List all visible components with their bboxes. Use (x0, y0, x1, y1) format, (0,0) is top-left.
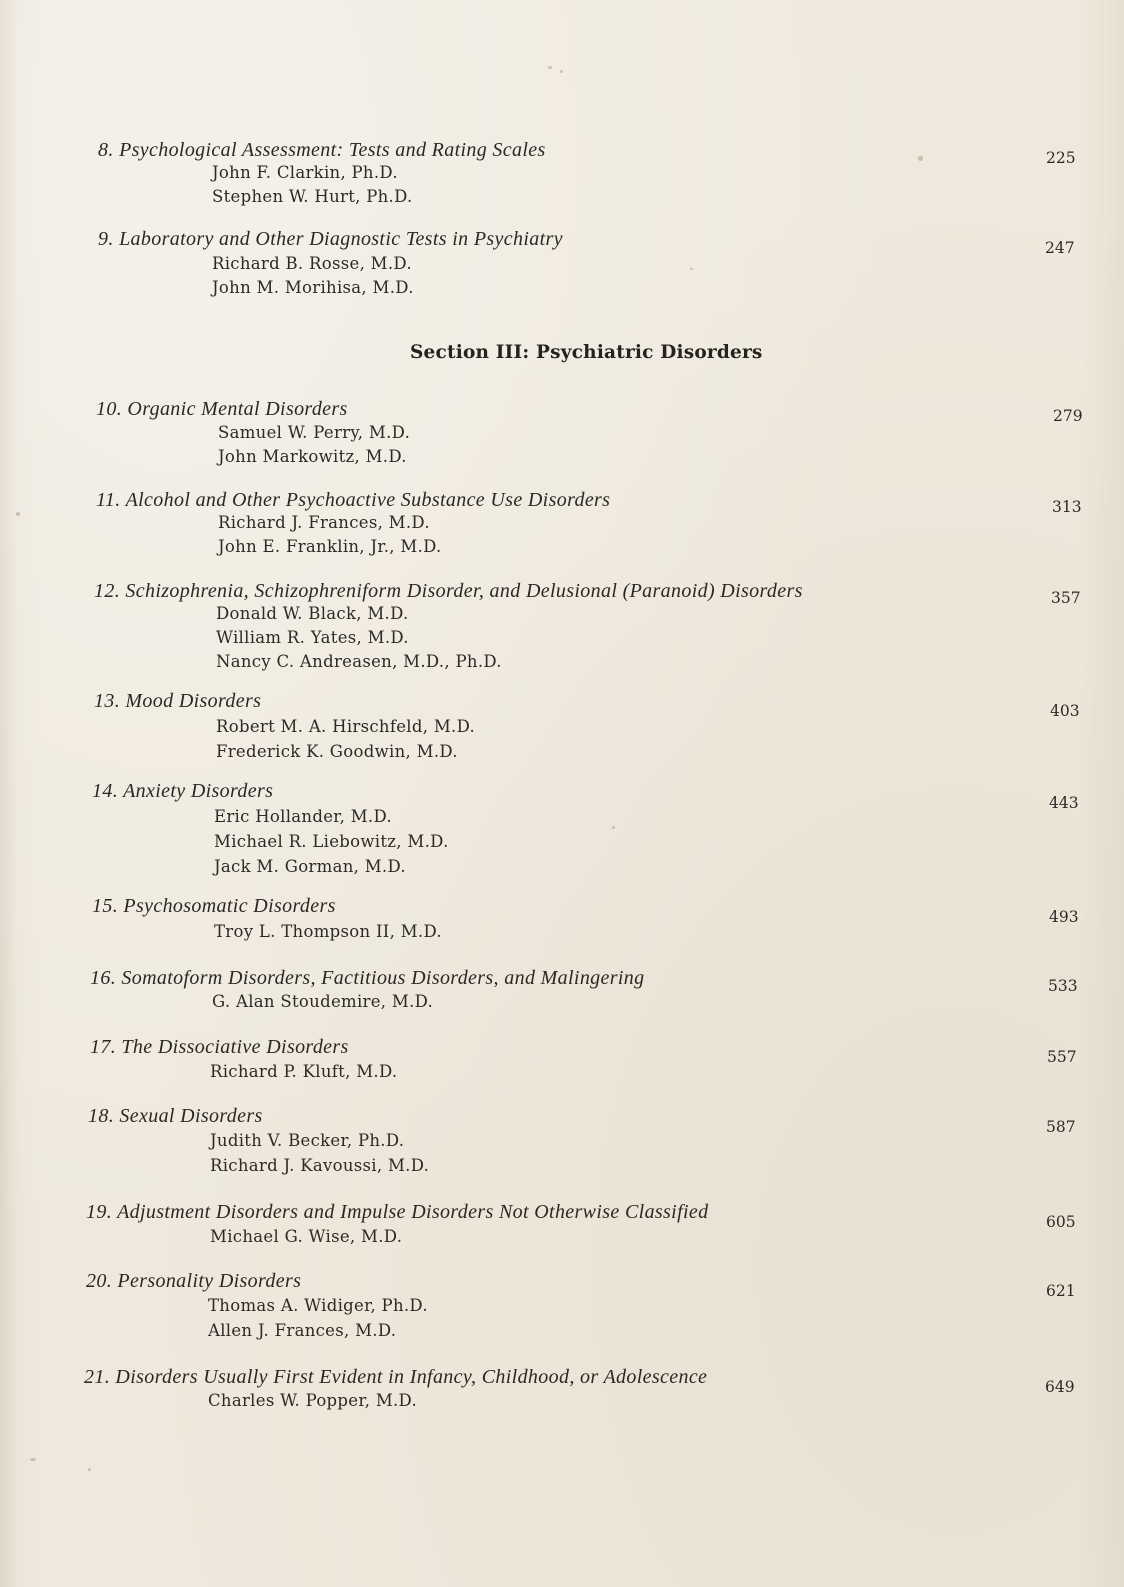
chapter-author: Troy L. Thompson II, M.D. (214, 922, 442, 941)
chapter-number: 17. (90, 1036, 117, 1058)
chapter-title: Psychological Assessment: Tests and Rating Scales (119, 139, 546, 161)
page-number: 621 (1046, 1282, 1076, 1300)
chapter-title: Organic Mental Disorders (127, 398, 348, 420)
chapter-author: Samuel W. Perry, M.D. (218, 423, 411, 442)
paper-speck (30, 1458, 36, 1461)
chapter-number: 16. (90, 967, 117, 989)
page-number: 247 (1045, 239, 1075, 257)
page-number: 587 (1046, 1118, 1076, 1136)
page-number: 649 (1045, 1378, 1075, 1396)
chapter-title-line (86, 1270, 301, 1292)
chapter-number: 9. (98, 228, 114, 250)
chapter-title-line (92, 780, 273, 802)
paper-speck (560, 70, 563, 73)
chapter-title-line (96, 489, 610, 511)
chapter-title: Anxiety Disorders (123, 780, 274, 802)
page-number: 279 (1053, 407, 1083, 425)
chapter-author: Richard J. Frances, M.D. (218, 513, 430, 532)
chapter-author: G. Alan Stoudemire, M.D. (212, 992, 434, 1011)
paper-speck (548, 66, 552, 69)
chapter-number: 11. (96, 489, 121, 511)
chapter-author: Stephen W. Hurt, Ph.D. (212, 187, 413, 206)
chapter-author: Charles W. Popper, M.D. (208, 1391, 418, 1410)
chapter-title-line (84, 1366, 707, 1388)
chapter-author: Allen J. Frances, M.D. (208, 1321, 397, 1340)
chapter-author: Michael R. Liebowitz, M.D. (214, 832, 449, 851)
chapter-author: Richard J. Kavoussi, M.D. (210, 1156, 430, 1175)
page-number: 443 (1049, 794, 1079, 812)
chapter-title: Psychosomatic Disorders (123, 895, 336, 917)
chapter-number: 15. (92, 895, 119, 917)
chapter-number: 20. (86, 1270, 113, 1292)
chapter-title-line (96, 398, 348, 420)
page-number: 557 (1047, 1048, 1077, 1066)
chapter-number: 10. (96, 398, 123, 420)
chapter-author: Eric Hollander, M.D. (214, 807, 392, 826)
page-number: 313 (1052, 498, 1082, 516)
chapter-number: 13. (94, 690, 121, 712)
chapter-author: John M. Morihisa, M.D. (212, 278, 414, 297)
chapter-title-line (88, 1105, 263, 1127)
chapter-title: Laboratory and Other Diagnostic Tests in Psychiatry (119, 228, 563, 250)
paper-speck (612, 826, 615, 829)
chapter-number: 18. (88, 1105, 115, 1127)
chapter-author: Nancy C. Andreasen, M.D., Ph.D. (216, 652, 502, 671)
chapter-title-line (92, 895, 336, 917)
chapter-title-line (98, 139, 546, 161)
chapter-author: Donald W. Black, M.D. (216, 604, 409, 623)
chapter-title: The Dissociative Disorders (121, 1036, 349, 1058)
chapter-title: Adjustment Disorders and Impulse Disorders Not Otherwise Classified (117, 1201, 709, 1223)
page-number: 493 (1049, 908, 1079, 926)
chapter-author: Thomas A. Widiger, Ph.D. (208, 1296, 428, 1315)
chapter-title-line (86, 1201, 708, 1223)
chapter-author: John F. Clarkin, Ph.D. (212, 163, 398, 182)
chapter-number: 12. (94, 580, 121, 602)
chapter-author: Michael G. Wise, M.D. (210, 1227, 403, 1246)
chapter-author: Richard P. Kluft, M.D. (210, 1062, 398, 1081)
chapter-number: 21. (84, 1366, 111, 1388)
page-number: 357 (1051, 589, 1081, 607)
chapter-title: Mood Disorders (125, 690, 262, 712)
paper-speck (88, 1468, 91, 1471)
chapter-title: Personality Disorders (117, 1270, 302, 1292)
page-number: 605 (1046, 1213, 1076, 1231)
chapter-number: 14. (92, 780, 119, 802)
chapter-author: Richard B. Rosse, M.D. (212, 254, 412, 273)
chapter-author: Jack M. Gorman, M.D. (214, 857, 406, 876)
page-number: 403 (1050, 702, 1080, 720)
chapter-author: Robert M. A. Hirschfeld, M.D. (216, 717, 476, 736)
chapter-title: Disorders Usually First Evident in Infancy, Childhood, or Adolescence (115, 1366, 708, 1388)
chapter-number: 8. (98, 139, 114, 161)
chapter-title: Sexual Disorders (119, 1105, 263, 1127)
chapter-title-line (94, 690, 261, 712)
section-heading: Section III: Psychiatric Disorders (410, 342, 763, 363)
page-number: 225 (1046, 149, 1076, 167)
chapter-title: Schizophrenia, Schizophreniform Disorder, and Delusional (Paranoid) Disorders (125, 580, 803, 602)
chapter-title: Alcohol and Other Psychoactive Substance Use Disorders (125, 489, 611, 511)
page-number: 533 (1048, 977, 1078, 995)
paper-speck (16, 512, 20, 516)
chapter-author: Frederick K. Goodwin, M.D. (216, 742, 458, 761)
chapter-title-line (94, 580, 803, 602)
chapter-author: William R. Yates, M.D. (216, 628, 409, 647)
chapter-title-line (90, 1036, 349, 1058)
paper-speck (690, 268, 693, 270)
chapter-number: 19. (86, 1201, 113, 1223)
chapter-author: Judith V. Becker, Ph.D. (210, 1131, 405, 1150)
chapter-title-line (98, 228, 563, 250)
chapter-title: Somatoform Disorders, Factitious Disorders, and Malingering (121, 967, 645, 989)
chapter-author: John E. Franklin, Jr., M.D. (218, 537, 442, 556)
chapter-author: John Markowitz, M.D. (218, 447, 407, 466)
chapter-title-line (90, 967, 644, 989)
paper-speck (918, 156, 923, 161)
